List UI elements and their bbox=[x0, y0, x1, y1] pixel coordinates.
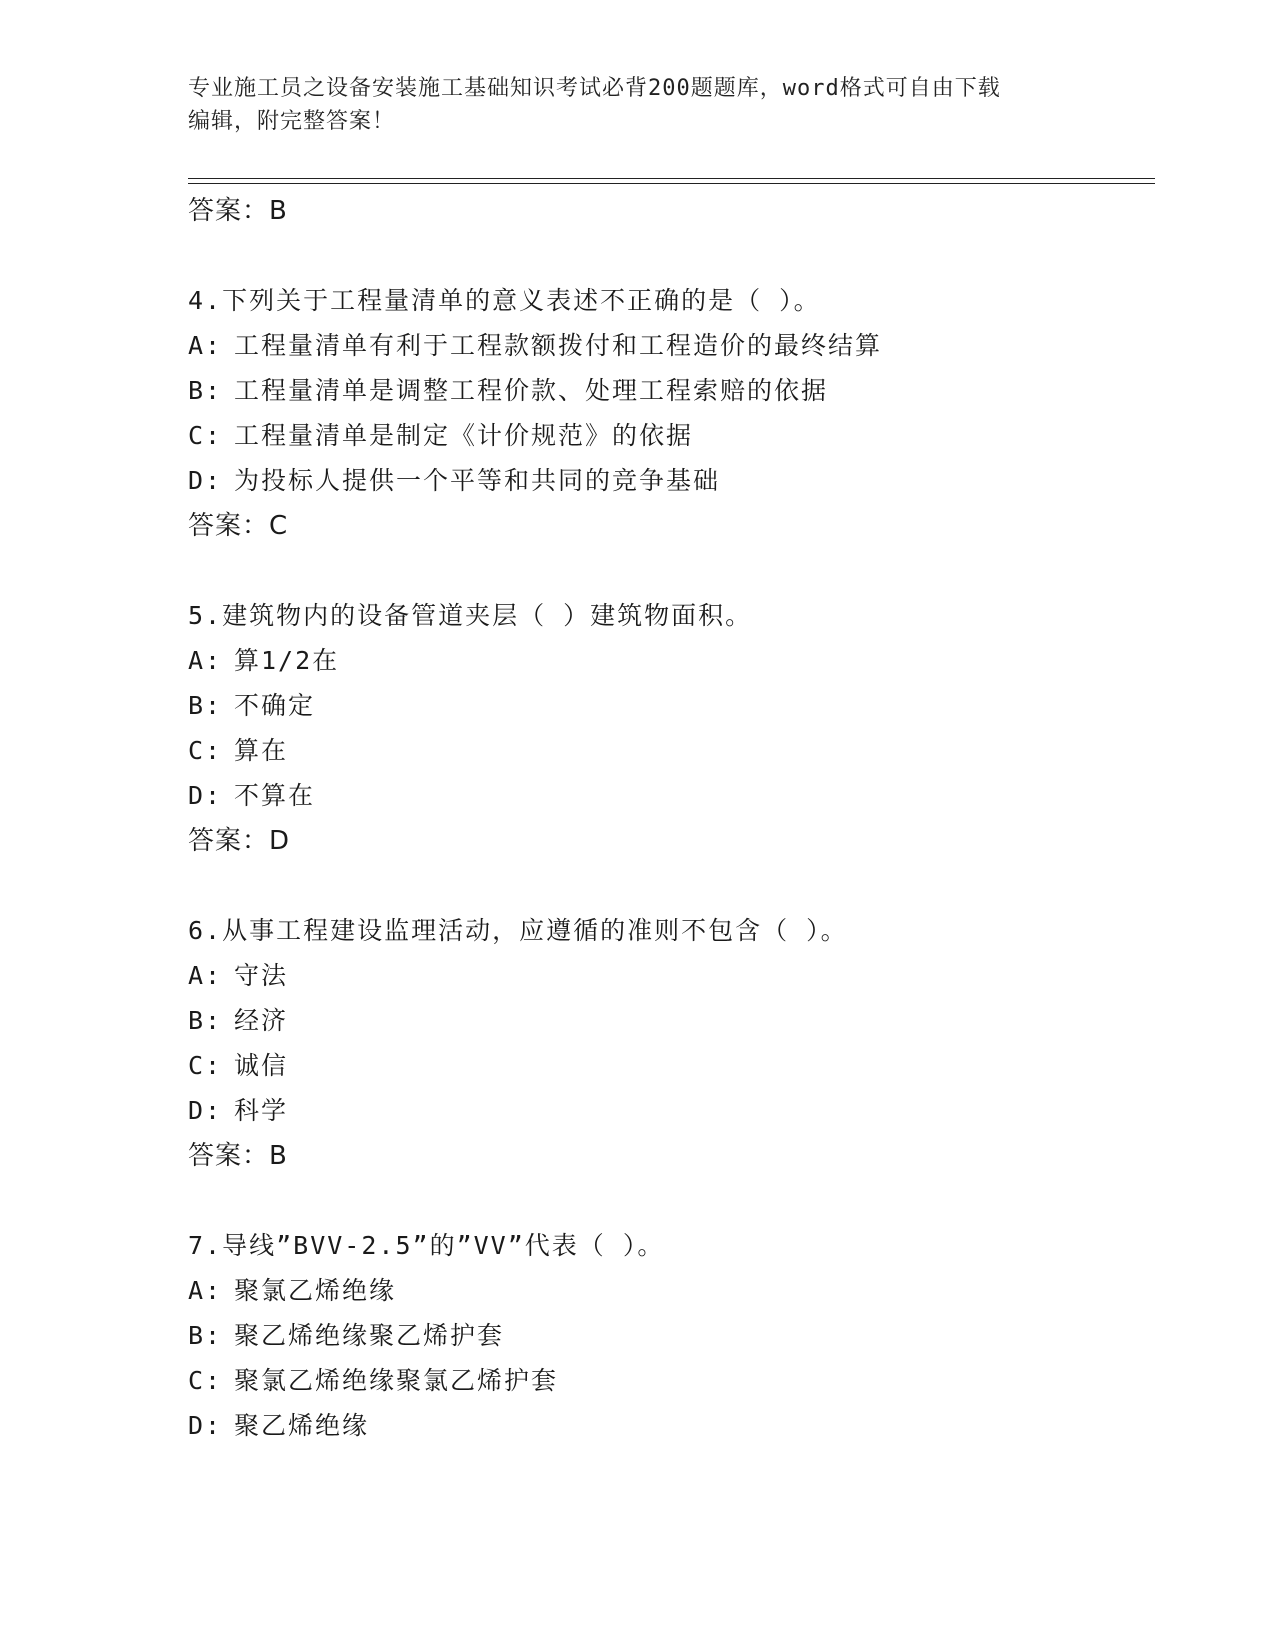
option-c bbox=[188, 728, 1148, 773]
option-text: 经济 bbox=[234, 1006, 289, 1035]
option-label: B: bbox=[188, 691, 223, 720]
option-label: C: bbox=[188, 1366, 223, 1395]
option-d bbox=[188, 458, 1148, 503]
option-label: B: bbox=[188, 1321, 223, 1350]
option-d bbox=[188, 1403, 1148, 1448]
option-label: A: bbox=[188, 646, 223, 675]
option-b bbox=[188, 683, 1148, 728]
header-divider-bottom bbox=[188, 183, 1155, 184]
option-b bbox=[188, 1313, 1148, 1358]
option-text: 科学 bbox=[234, 1096, 289, 1125]
option-text: 算1/2在 bbox=[234, 646, 340, 675]
answer-line: 答案：D bbox=[188, 826, 291, 856]
option-d bbox=[188, 773, 1148, 818]
question-item bbox=[188, 908, 1148, 1179]
option-label: B: bbox=[188, 1006, 223, 1035]
option-c bbox=[188, 1043, 1148, 1088]
option-a bbox=[188, 953, 1148, 998]
question-item bbox=[188, 278, 1148, 549]
answer-line: 答案：C bbox=[188, 511, 289, 541]
option-c bbox=[188, 1358, 1148, 1403]
option-label: D: bbox=[188, 1411, 223, 1440]
option-label: A: bbox=[188, 1276, 223, 1305]
option-a bbox=[188, 638, 1148, 683]
option-text: 守法 bbox=[234, 961, 289, 990]
option-a bbox=[188, 323, 1148, 368]
option-text: 为投标人提供一个平等和共同的竞争基础 bbox=[234, 466, 721, 495]
option-label: C: bbox=[188, 1051, 223, 1080]
option-label: B: bbox=[188, 376, 223, 405]
question-item bbox=[188, 593, 1148, 864]
option-text: 工程量清单有利于工程款额拨付和工程造价的最终结算 bbox=[234, 331, 883, 360]
option-b bbox=[188, 998, 1148, 1043]
header-line-2: 编辑，附完整答案！ bbox=[188, 109, 396, 134]
option-text: 聚氯乙烯绝缘 bbox=[234, 1276, 397, 1305]
option-text: 不算在 bbox=[234, 781, 316, 810]
option-text: 聚乙烯绝缘聚乙烯护套 bbox=[234, 1321, 505, 1350]
answer-line: 答案：B bbox=[188, 1141, 288, 1171]
option-text: 诚信 bbox=[234, 1051, 289, 1080]
option-label: A: bbox=[188, 331, 223, 360]
document-header bbox=[188, 72, 1088, 138]
question-stem: 7.导线”BVV-2.5”的”VV”代表（ ）。 bbox=[188, 1231, 665, 1260]
option-text: 工程量清单是调整工程价款、处理工程索赔的依据 bbox=[234, 376, 829, 405]
question-stem: 4.下列关于工程量清单的意义表述不正确的是（ ）。 bbox=[188, 286, 821, 315]
option-text: 聚乙烯绝缘 bbox=[234, 1411, 370, 1440]
option-label: C: bbox=[188, 736, 223, 765]
question-stem: 5.建筑物内的设备管道夹层（ ）建筑物面积。 bbox=[188, 601, 753, 630]
option-a bbox=[188, 1268, 1148, 1313]
header-line-1: 专业施工员之设备安装施工基础知识考试必背200题题库，word格式可自由下载 bbox=[188, 76, 1001, 101]
option-label: D: bbox=[188, 1096, 223, 1125]
answer-line: 答案：B bbox=[188, 196, 288, 226]
option-label: A: bbox=[188, 961, 223, 990]
option-text: 聚氯乙烯绝缘聚氯乙烯护套 bbox=[234, 1366, 559, 1395]
option-text: 算在 bbox=[234, 736, 289, 765]
question-list bbox=[188, 186, 1148, 1448]
option-text: 工程量清单是制定《计价规范》的依据 bbox=[234, 421, 694, 450]
header-divider-top bbox=[188, 178, 1155, 179]
option-b bbox=[188, 368, 1148, 413]
question-item bbox=[188, 1223, 1148, 1448]
option-text: 不确定 bbox=[234, 691, 316, 720]
option-c bbox=[188, 413, 1148, 458]
option-label: C: bbox=[188, 421, 223, 450]
question-stem: 6.从事工程建设监理活动，应遵循的准则不包含（ ）。 bbox=[188, 916, 848, 945]
option-label: D: bbox=[188, 781, 223, 810]
option-label: D: bbox=[188, 466, 223, 495]
option-d bbox=[188, 1088, 1148, 1133]
